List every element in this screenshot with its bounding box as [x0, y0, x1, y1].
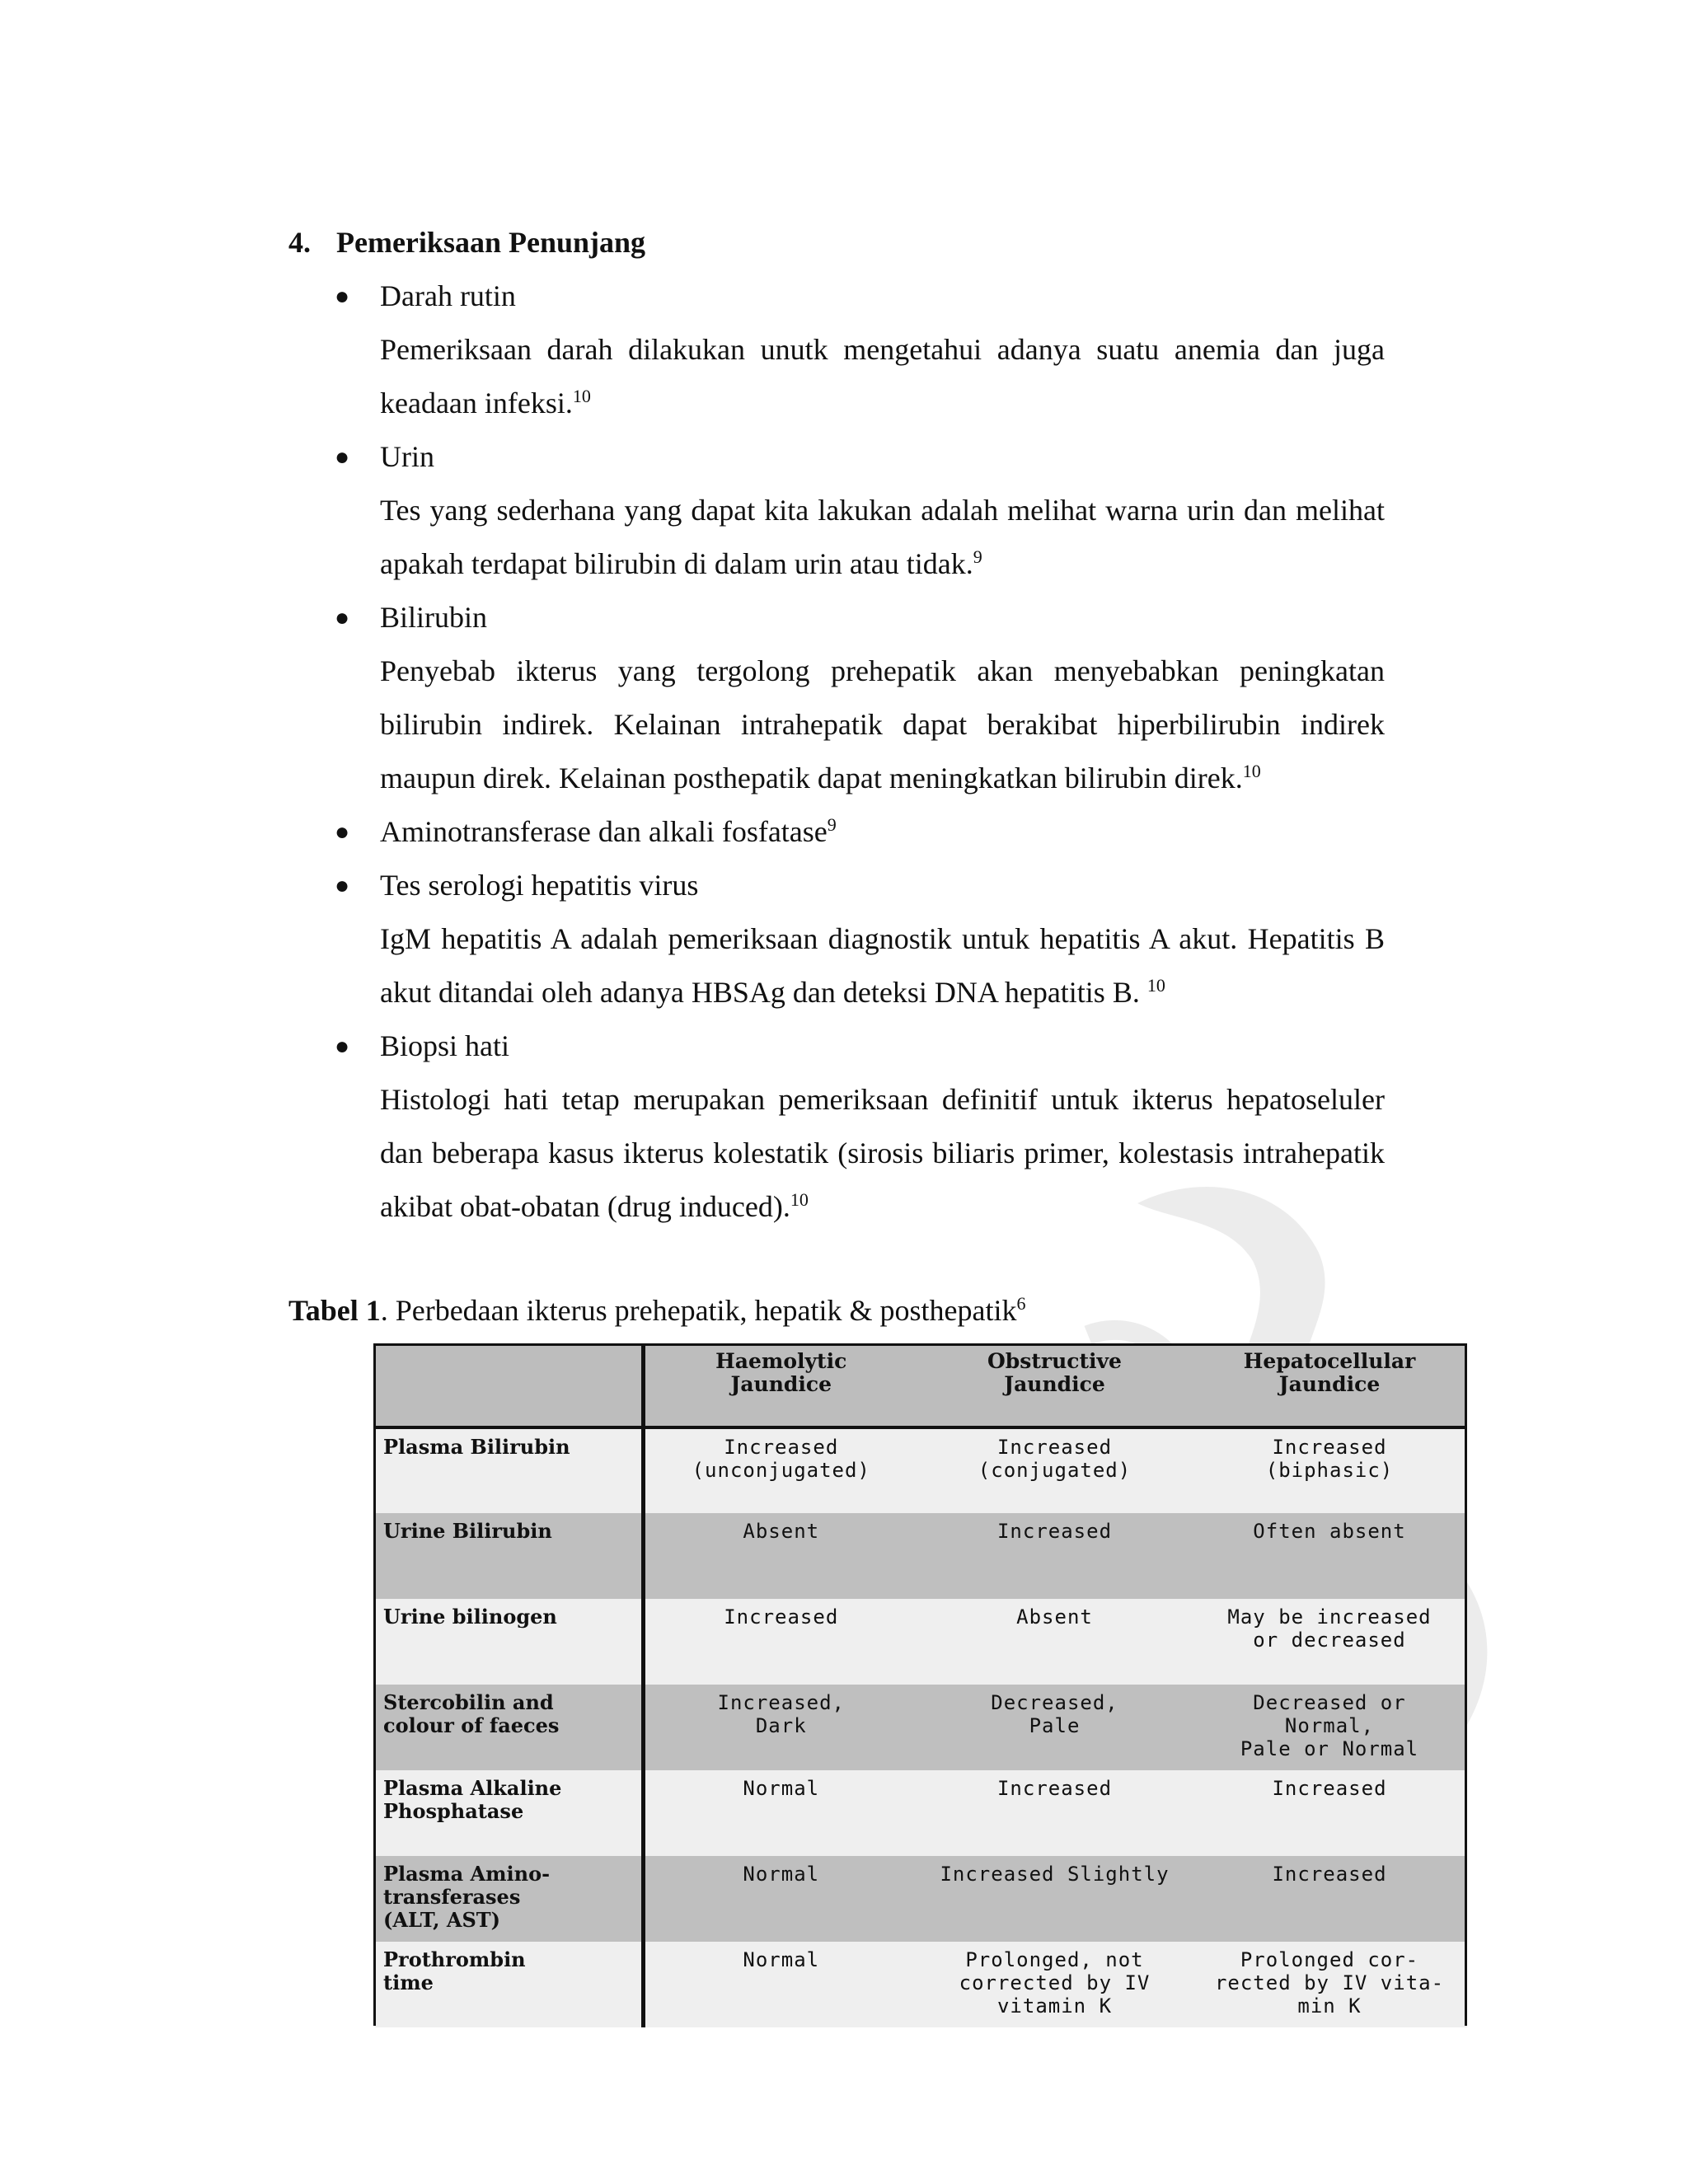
item-description-text: Tes yang sederhana yang dapat kita lakukan adalah melihat warna urin dan melihat apakah terdapat bilirubin di dalam urin atau tidak.	[380, 494, 1385, 580]
item-title	[380, 805, 1385, 859]
table-cell: Increased, Dark	[643, 1685, 917, 1770]
table-border-right	[1465, 1343, 1467, 2026]
list-item	[288, 1019, 1385, 1234]
row-header: Plasma Amino- transferases (ALT, AST)	[375, 1856, 643, 1942]
row-header: Plasma Alkaline Phosphatase	[375, 1770, 643, 1856]
column-header: Haemolytic Jaundice	[643, 1345, 917, 1427]
item-description-text: Penyebab ikterus yang tergolong prehepatik akan menyebabkan peningkatan bilirubin indirek. Kelainan intrahepatik dapat berakibat hiperbilirubin indirek maupun direk. Kelainan posthepatik dapat meningkatkan bilirubin direk.	[380, 654, 1385, 794]
row-header: Prothrombin time	[375, 1942, 643, 2027]
table-cell: Increased (conjugated)	[917, 1427, 1192, 1513]
table-border-top	[373, 1343, 1467, 1346]
list-item	[288, 805, 1385, 859]
bullet-icon: ●	[335, 1033, 350, 1060]
table-cell: Increased	[1192, 1770, 1467, 1856]
item-title	[380, 859, 1385, 912]
table-row	[375, 1856, 1467, 1942]
item-description	[380, 912, 1385, 1019]
section-heading	[288, 216, 1385, 269]
table-corner-cell	[375, 1345, 643, 1427]
table-caption-ref: 6	[1016, 1293, 1026, 1314]
list-item	[288, 430, 1385, 591]
table-cell: Normal	[643, 1942, 917, 2027]
table-row	[375, 1770, 1467, 1856]
bullet-icon: ●	[335, 604, 350, 631]
item-ref: 10	[1146, 975, 1165, 996]
row-header: Urine Bilirubin	[375, 1513, 643, 1599]
bullet-icon: ●	[335, 283, 350, 310]
table-cell: Increased	[643, 1599, 917, 1685]
section-title: Pemeriksaan Penunjang	[336, 226, 646, 259]
main-content	[288, 216, 1385, 1234]
table-cell: Decreased, Pale	[917, 1685, 1192, 1770]
table-row	[375, 1685, 1467, 1770]
row-header: Urine bilinogen	[375, 1599, 643, 1685]
table-header-row	[375, 1345, 1467, 1427]
table-cell: Increased	[917, 1513, 1192, 1599]
table-cell: Prolonged cor- rected by IV vita- min K	[1192, 1942, 1467, 2027]
item-title-ref: 9	[827, 814, 837, 835]
table-border-left	[373, 1343, 376, 2026]
list-item	[288, 859, 1385, 1019]
column-header: Obstructive Jaundice	[917, 1345, 1192, 1427]
item-title-text: Urin	[380, 440, 434, 473]
item-title	[380, 269, 1385, 323]
jaundice-comparison-table	[375, 1345, 1467, 2027]
table-cell: Increased Slightly	[917, 1856, 1192, 1942]
table-row	[375, 1942, 1467, 2027]
table-cell: Increased	[917, 1770, 1192, 1856]
item-title-text: Bilirubin	[380, 601, 488, 634]
item-ref: 10	[790, 1189, 809, 1210]
item-ref: 10	[1242, 761, 1261, 781]
item-ref: 9	[973, 546, 982, 567]
bullet-icon: ●	[335, 443, 350, 471]
table-cell: Prolonged, not corrected by IV vitamin K	[917, 1942, 1192, 2027]
table-body	[375, 1427, 1467, 2027]
table-cell: Normal	[643, 1770, 917, 1856]
table-cell: Increased	[1192, 1856, 1467, 1942]
table-cell: Normal	[643, 1856, 917, 1942]
row-header: Plasma Bilirubin	[375, 1427, 643, 1513]
table-cell: Absent	[917, 1599, 1192, 1685]
item-title	[380, 1019, 1385, 1073]
examination-list	[288, 269, 1385, 1234]
item-title-text: Aminotransferase dan alkali fosfatase	[380, 815, 828, 848]
table-cell: Often absent	[1192, 1513, 1467, 1599]
table-row	[375, 1427, 1467, 1513]
item-description-text: Pemeriksaan darah dilakukan unutk mengetahui adanya suatu anemia dan juga keadaan infeksi.	[380, 333, 1385, 419]
table-row	[375, 1599, 1467, 1685]
item-description	[380, 644, 1385, 805]
item-description	[380, 323, 1385, 430]
table-caption-text: . Perbedaan ikterus prehepatik, hepatik & posthepatik	[380, 1294, 1017, 1327]
item-title-text: Tes serologi hepatitis virus	[380, 869, 699, 902]
table-caption-label: Tabel 1	[288, 1294, 381, 1327]
section-number: 4.	[288, 226, 311, 259]
table-cell: Absent	[643, 1513, 917, 1599]
table-cell: Decreased or Normal, Pale or Normal	[1192, 1685, 1467, 1770]
item-title-text: Darah rutin	[380, 279, 516, 312]
item-description-text: Histologi hati tetap merupakan pemeriksaan definitif untuk ikterus hepatoseluler dan beberapa kasus ikterus kolestatik (sirosis biliaris primer, kolestasis intrahepatik akibat obat-obatan (drug induced).	[380, 1083, 1385, 1223]
table-row	[375, 1513, 1467, 1599]
table-cell: May be increased or decreased	[1192, 1599, 1467, 1685]
bullet-icon: ●	[335, 818, 350, 846]
table-cell: Increased (unconjugated)	[643, 1427, 917, 1513]
item-title	[380, 430, 1385, 484]
row-header: Stercobilin and colour of faeces	[375, 1685, 643, 1770]
table-cell: Increased (biphasic)	[1192, 1427, 1467, 1513]
bullet-icon: ●	[335, 872, 350, 899]
list-item	[288, 591, 1385, 805]
list-item	[288, 269, 1385, 430]
item-description-text: IgM hepatitis A adalah pemeriksaan diagnostik untuk hepatitis A akut. Hepatitis B akut ditandai oleh adanya HBSAg dan deteksi DNA hepatitis B.	[380, 922, 1385, 1009]
item-description	[380, 1073, 1385, 1234]
item-title	[380, 591, 1385, 644]
item-ref: 10	[572, 386, 591, 406]
item-title-text: Biopsi hati	[380, 1029, 510, 1062]
item-description	[380, 484, 1385, 591]
table-caption	[288, 1290, 1026, 1331]
column-header: Hepatocellular Jaundice	[1192, 1345, 1467, 1427]
